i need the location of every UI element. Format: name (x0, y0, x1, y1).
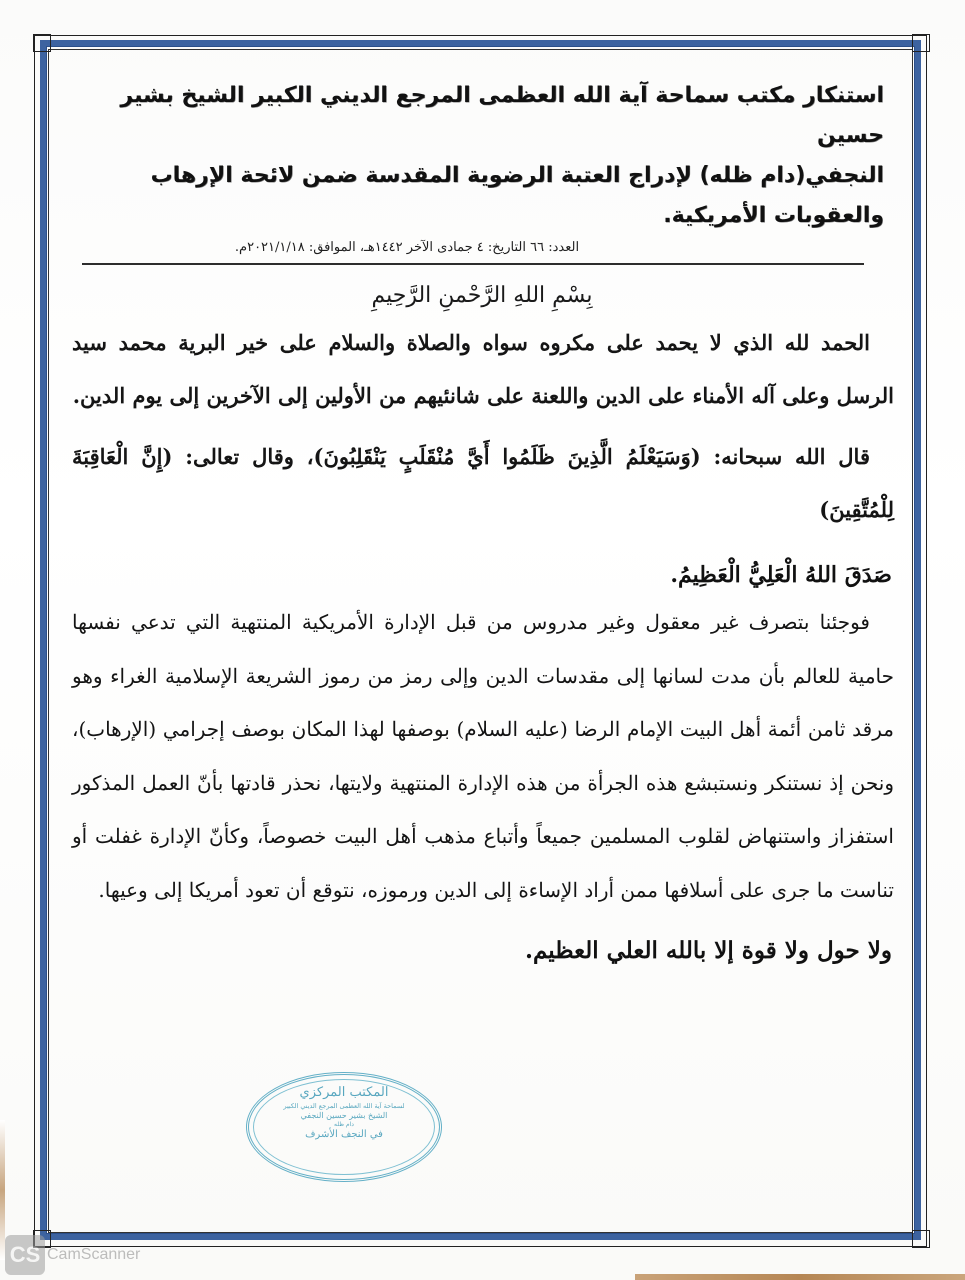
camscanner-watermark (5, 1235, 140, 1275)
opening-paragraph: الحمد لله الذي لا يحمد على مكروه سواه والصلاة والسلام على خير البرية محمد سيد الرسل وعلى آله الأمناء على الدين واللعنة على شانئيهم من الأولين إلى الآخرين إلى يوم الدين. (72, 330, 894, 408)
stamp-inner-ring (253, 1079, 435, 1175)
frame-corner-ornament (33, 34, 51, 52)
camscanner-logo-icon: CS (5, 1235, 45, 1275)
frame-corner-ornament (912, 1230, 930, 1248)
document-content (62, 70, 902, 964)
quran-quote-paragraph: قال الله سبحانه: (وَسَيَعْلَمُ الَّذِينَ ظَلَمُوا أَيَّ مُنْقَلَبٍ يَنْقَلِبُونَ)، وقال تعالى: (إِنَّ الْعَاقِبَةَ لِلْمُتَّقِينَ) (72, 444, 894, 522)
stamp-line-5: في النجف الأشرف (305, 1129, 383, 1140)
title-line-1: استنكار مكتب سماحة آية الله العظمى المرجع الديني الكبير الشيخ بشير حسين (120, 83, 884, 148)
closing-line: ولا حول ولا قوة إلا بالله العلي العظيم. (524, 937, 892, 964)
watermark-text: CamScanner (47, 1246, 141, 1263)
stamp-line-2: لسماحة آية الله العظمى المرجع الديني الكبير (283, 1102, 405, 1110)
basmala: بِسْمِ اللهِ الرَّحْمنِ الرَّحِيمِ (371, 283, 593, 308)
stamp-line-1: المكتب المركزي (299, 1085, 389, 1100)
header-separator (82, 263, 864, 265)
title-line-2: النجفي(دام ظله) لإدراج العتبة الرضوية المقدسة ضمن لائحة الإرهاب والعقوبات الأمريكية. (150, 163, 884, 228)
reference-date-line: العدد: ٦٦ التاريخ: ٤ جمادى الآخر ١٤٤٢هـ، الموافق: ٢٠٢١/١/١٨م. (234, 240, 580, 255)
stamp-line-3: الشيخ بشير حسين النجفي (300, 1111, 388, 1120)
frame-corner-ornament (912, 34, 930, 52)
body-paragraph: فوجئنا بتصرف غير معقول وغير مدروس من قبل الإدارة الأمريكية المنتهية التي تدعي نفسها حامية للعالم بأن مدت لسانها إلى مقدسات الدين وإلى رمز من رموز الشريعة الإسلامية الغراء وهو مرقد ثامن أئمة أهل البيت الإمام الرضا (عليه السلام) بوصفها لهذا المكان بوصف إجرامي (الإرهاب)، ونحن إذ نستنكر ونستبشع هذه الجرأة من هذه الإدارة المنتهية ولايتها، نحذر قادتها بأنّ العمل المذكور استفزاز واستنهاض لقلوب المسلمين جميعاً وأتباع مذهب أهل البيت خصوصاً، وكأنّ الإدارة غفلت أو تناست ما جرى على أسلافها ممن أراد الإساءة إلى الدين ورموزه، نتوقع أن تعود أمريكا إلى وعيها. (72, 610, 894, 902)
office-stamp (246, 1072, 442, 1182)
table-edge-bottom (635, 1274, 965, 1280)
sadaq-line: صَدَقَ اللهُ الْعَلِيُّ الْعَظِيمُ. (670, 562, 892, 588)
document-title (82, 76, 884, 236)
stamp-line-4: دام ظله (334, 1121, 354, 1128)
